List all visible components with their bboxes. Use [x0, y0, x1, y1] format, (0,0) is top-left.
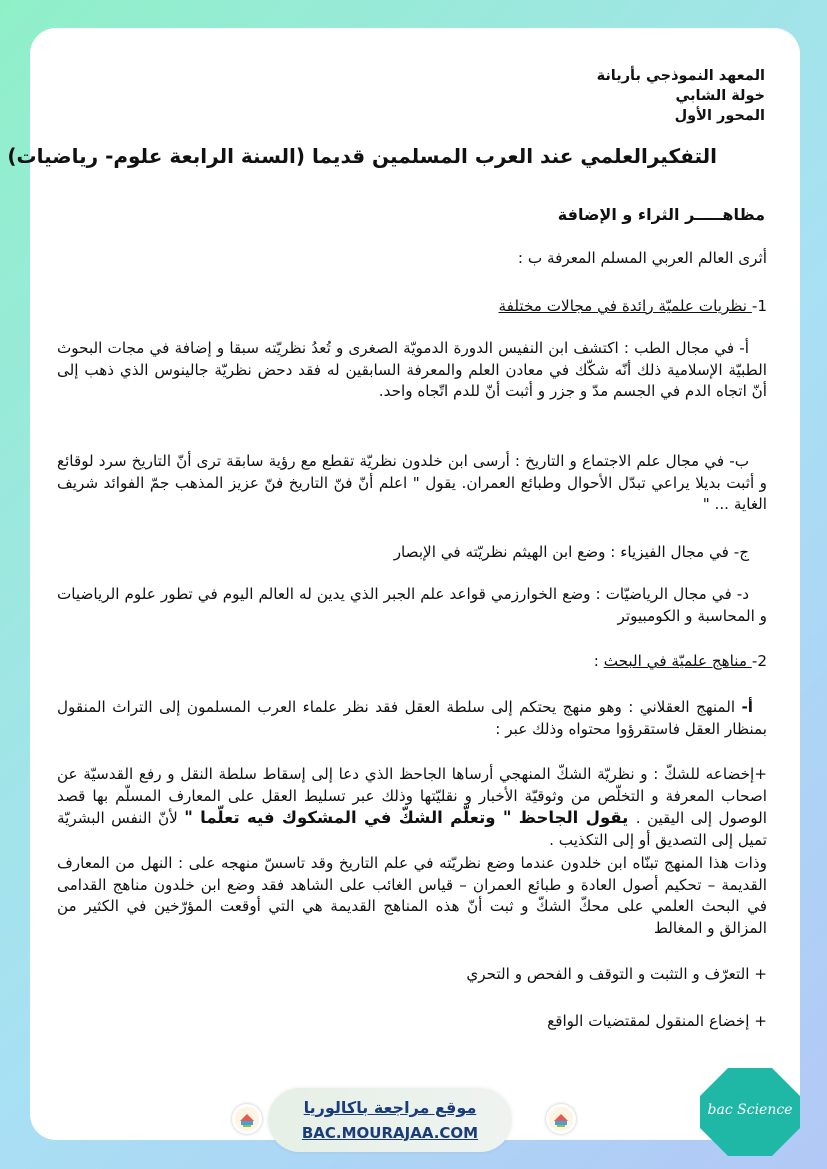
jahiz-quote: يقول الجاحظ " وتعلّم الشكّ في المشكوك فيه تعلّما " — [184, 808, 636, 827]
bullet-verification: + التعرّف و التثبت و التوقف و الفحص و التحري — [466, 965, 767, 983]
document-title: التفكيرالعلمي عند العرب المسلمين قديما (السنة الرابعة علوم- رياضيات) — [7, 144, 717, 168]
axis-label: المحور الأول — [674, 108, 765, 124]
item1-title: نظريات علميّة رائدة في مجالات مختلفة — [498, 297, 752, 315]
doubt-text-1: +إخضاعه للشكّ : و نظريّة الشكّ المنهجي أرساها الجاحظ الذي دعا إلى إسقاط سلطة النقل و رفع القدسيّة عن اصحاب المعرفة و التخلّص من وثوقيّة الأخبار و نقليّتها وذلك عبر تسليط العقل على المعارف المسلّم بها قصد الوصول إلى اليقين . — [57, 765, 767, 827]
intro-text: أثرى العالم العربي المسلم المعرفة ب : — [517, 249, 767, 267]
paragraph-physics: ج- في مجال الفيزياء : وضع ابن الهيثم نظريّته في الإبصار — [393, 543, 749, 561]
bac-science-badge — [698, 1066, 802, 1158]
section-heading: مظاهـــــر الثراء و الإضافة — [557, 205, 765, 224]
site-logo-right-icon — [546, 1104, 576, 1134]
paragraph-mathematics: د- في مجال الرياضيّات : وضع الخوارزمي قواعد علم الجبر الذي يدين له العالم اليوم في تطور علوم الرياضيات و المحاسبة و الكومبيوتر — [57, 585, 767, 625]
site-logo-left-icon — [232, 1104, 262, 1134]
site-banner[interactable] — [268, 1088, 512, 1152]
badge-label: bac Science — [707, 1102, 793, 1118]
doubt-text-2: لأنّ النفس البشريّة تميل إلى التصديق أو إلى التكذيب . — [57, 809, 767, 849]
site-name-arabic[interactable]: موقع مراجعة باكالوريا — [303, 1098, 477, 1117]
paragraph-medicine: أ- في مجال الطب : اكتشف ابن النفيس الدورة الدمويّة الصغرى و تُعدُ نظريّته سبقا و إضافة في مجات البحوث الطبيّة الإسلامية ذلك أنّه شكّك في معادن العلم والمعرفة السابقين له فقد دحض نظريّة جالينوس الذي ذهب إلى أنّ اتجاه الدم في الجسم مدّ و جزر و أثبت أنّ للدم اتّجاه واحد. — [57, 339, 767, 400]
item1-heading — [57, 296, 767, 318]
paragraph-ibn-khaldun-method: وذات هذا المنهج تبنّاه ابن خلدون عندما وضع نظريّته في علم التاريخ وقد تاسسّ منهجه على : النهل من المعارف القديمة – تحكيم أصول العادة و طبائع العمران – قياس الغائب على الشاهد فقد وضع ابن خلدون مناهج القدامى في البحث العلمي على محكّ الشكّ و ثبت أنّ هذه المناهج القديمة هي التي أوقعت المؤرّخين في الكثير من المزالق و المغالط — [57, 854, 767, 937]
item2-number: 2- — [751, 652, 767, 670]
item2-colon: : — [593, 652, 604, 670]
paragraph-sociology: ب- في مجال علم الاجتماع و التاريخ : أرسى ابن خلدون نظريّة تقطع مع رؤية سابقة ترى أنّ التاريخ سرد لوقائع و أثبت بديلا يراعي تبدّل الأحوال وطبائع العمران. يقول " اعلم أنّ فنّ التاريخ فنّ عزيز المذهب جمّ الفوائد شريف الغاية ... " — [57, 452, 767, 513]
institute-name: المعهد النموذجي بأريانة — [596, 68, 765, 84]
item2-title: مناهج علميّة في البحث — [603, 652, 752, 670]
rational-label: أ- — [741, 698, 753, 716]
item1-number: 1- — [751, 297, 767, 315]
bullet-reality: + إخضاع المنقول لمقتضيات الواقع — [547, 1012, 767, 1030]
site-url[interactable]: BAC.MOURAJAA.COM — [301, 1124, 479, 1142]
paragraph-doubt — [57, 764, 767, 851]
document-header — [597, 66, 765, 126]
rational-text: المنهج العقلاني : وهو منهج يحتكم إلى سلطة العقل فقد نظر علماء العرب المسلمون إلى التراث المنقول بمنظار العقل فاستقرؤوا محتواه وذلك عبر : — [57, 698, 767, 738]
teacher-name: خولة الشابي — [675, 88, 765, 104]
paragraph-rational-method — [57, 697, 767, 740]
item2-heading — [57, 651, 767, 673]
